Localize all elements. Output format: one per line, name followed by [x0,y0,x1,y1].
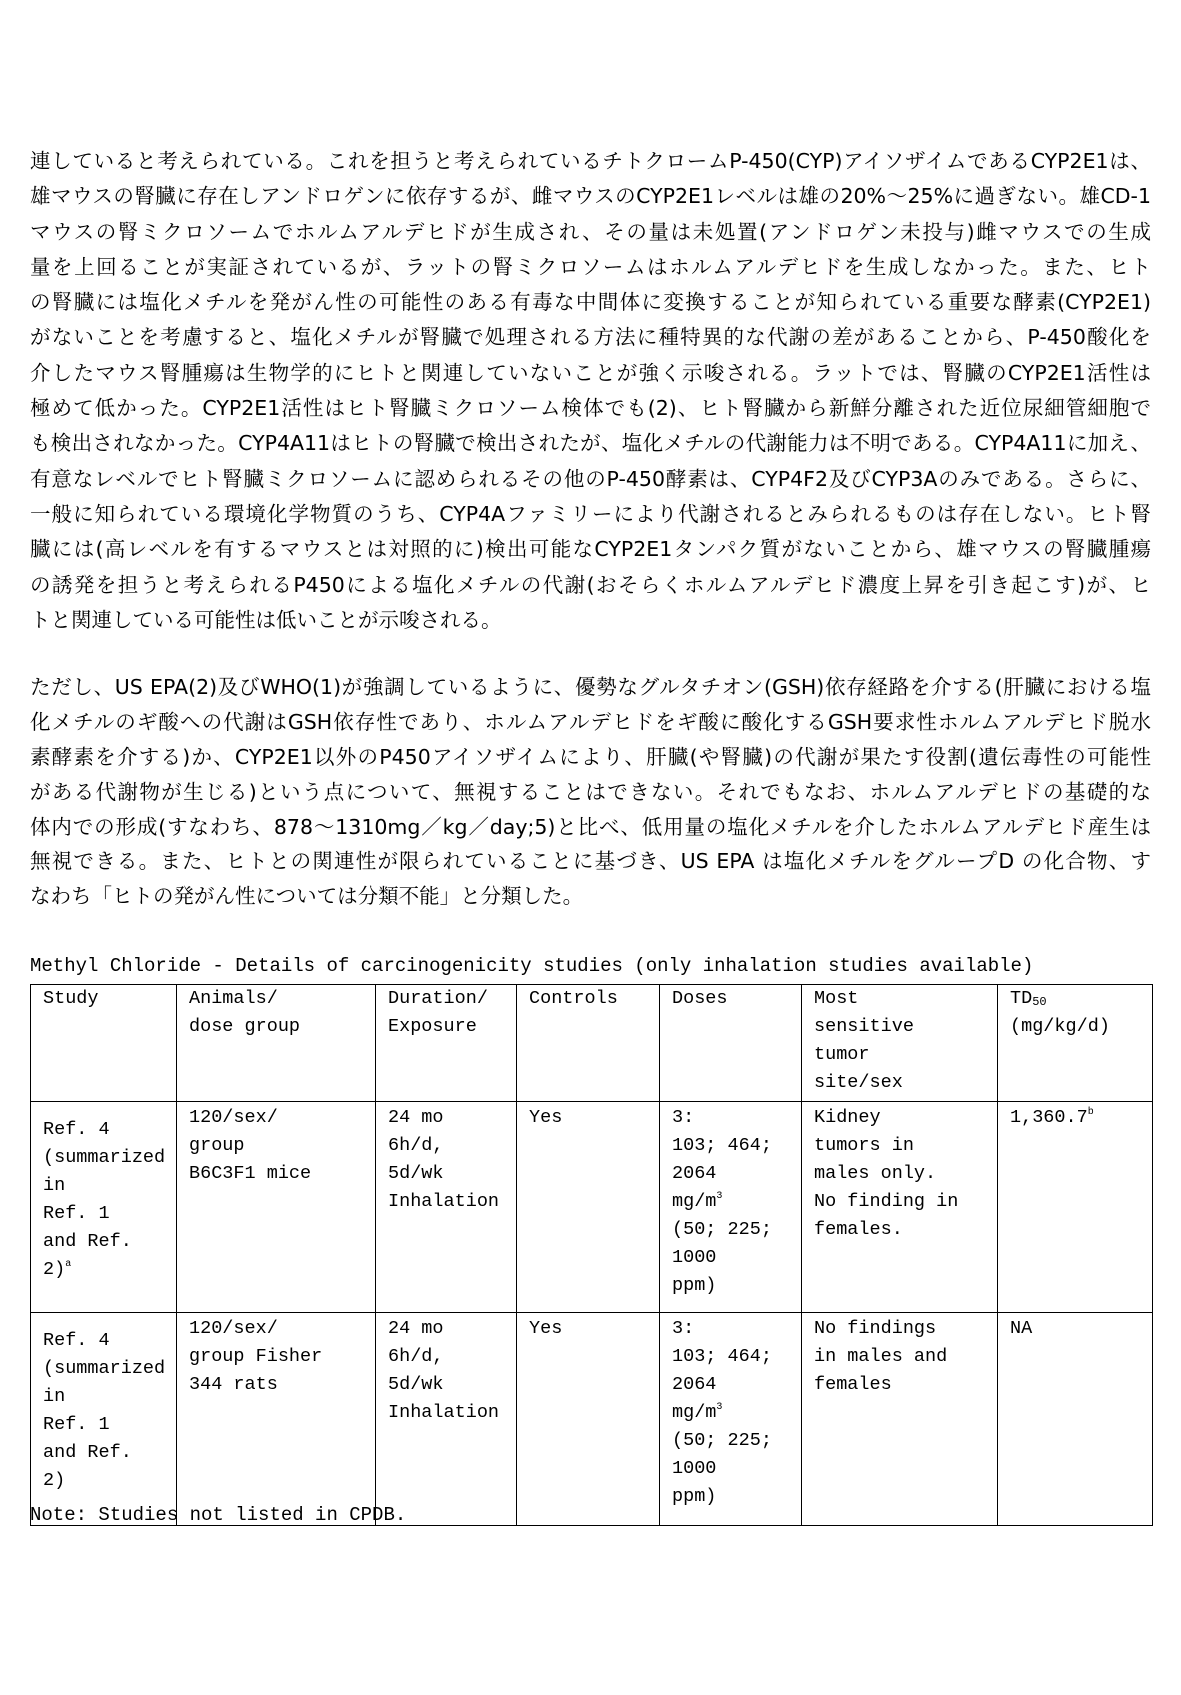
table-cell: 1,360.7$^b$ [998,1102,1153,1313]
table-cell: NA [998,1313,1153,1526]
column-header: Animals/ dose group [177,985,376,1102]
table-cell: 24 mo 6h/d, 5d/wk Inhalation [376,1102,517,1313]
table-cell: No findings in males and females [802,1313,998,1526]
superscript: b [1087,1107,1094,1118]
text-line: 有意なレベルでヒト腎臓ミクロソームに認められるその他のP-450酵素は、CYP4F2及びCYP3Aのみである。さらに、 [30,466,1151,491]
text-line: の腎臓には塩化メチルを発がん性の可能性のある有毒な中間体に変換することが知られている重要な酵素(CYP2E1) [30,290,1151,315]
table-row [31,1102,1153,1313]
table-cell: Ref. 4 (summarized in Ref. 1 and Ref. 2)$^a$ [31,1102,177,1313]
text-line: がある代謝物が生じる)という点について、無視することはできない。それでもなお、ホルムアルデヒドの基礎的な [30,779,1151,804]
paragraph-1 [30,144,1151,638]
table-cell: Yes [517,1102,660,1313]
table-caption: Methyl Chloride - Details of carcinogenicity studies (only inhalation studies available) [30,955,1034,977]
text-line: がないことを考慮すると、塩化メチルが腎臓で処理される方法に種特異的な代謝の差があることから、P-450酸化を [30,325,1151,350]
text-line: 体内での形成(すなわち、878～1310mg／kg／day;5)と比べ、低用量の塩化メチルを介したホルムアルデヒド産生は [30,814,1151,839]
table-cell: 24 mo 6h/d, 5d/wk Inhalation [376,1313,517,1526]
text-line: 極めて低かった。CYP2E1活性はヒト腎臓ミクロソーム検体でも(2)、ヒト腎臓から新鮮分離された近位尿細管細胞で [30,396,1151,421]
text-line: 雄マウスの腎臓に存在しアンドロゲンに依存するが、雌マウスのCYP2E1レベルは雄の20%～25%に過ぎない。雄CD-1 [30,184,1151,209]
column-header: Duration/ Exposure [376,985,517,1102]
column-header: $TD_{50}$ (mg/kg/d) [998,985,1153,1102]
text-line: なわち「ヒトの発がん性については分類不能」と分類した。 [30,884,584,909]
text-line: も検出されなかった。CYP4A11はヒトの腎臓で検出されたが、塩化メチルの代謝能力は不明である。CYP4A11に加え、 [30,431,1151,456]
text-line: マウスの腎ミクロソームでホルムアルデヒドが生成され、その量は未処置(アンドロゲン未投与)雌マウスでの生成 [30,219,1151,244]
table-cell: 3: 103; 464; 2064 $mg/m^3$ (50; 225; 1000 ppm) [660,1313,802,1526]
table-note: Note: Studies not listed in CPDB. [30,1504,407,1526]
table-cell: 3: 103; 464; 2064 $mg/m^3$ (50; 225; 1000 ppm) [660,1102,802,1313]
text-line: 無視できる。また、ヒトとの関連性が限られていることに基づき、US EPA は塩化メチルをグループD の化合物、す [30,849,1151,874]
text-line: 連していると考えられている。これを担うと考えられているチトクロームP-450(CYP)アイソザイムであるCYP2E1は、 [30,149,1151,173]
text-line: 素酵素を介する)か、CYP2E1以外のP450アイソザイムにより、肝臓(や腎臓)の代謝が果たす役割(遺伝毒性の可能性 [30,744,1151,769]
table-cell: 120/sex/ group Fisher 344 rats [177,1313,376,1526]
subscript: 50 [1032,995,1047,1009]
text-line: 介したマウス腎腫瘍は生物学的にヒトと関連していないことが強く示唆される。ラットでは、腎臓のCYP2E1活性は [30,360,1151,385]
table-cell: 120/sex/ group B6C3F1 mice [177,1102,376,1313]
table-cell: Ref. 4 (summarized in Ref. 1 and Ref. 2) [31,1313,177,1526]
text-line: トと関連している可能性は低いことが示唆される。 [30,607,502,632]
text-line: の誘発を担うと考えられるP450による塩化メチルの代謝(おそらくホルムアルデヒド濃度上昇を引き起こす)が、ヒ [30,572,1151,597]
text-line: ただし、US EPA(2)及びWHO(1)が強調しているように、優勢なグルタチオン(GSH)依存経路を介する(肝臓における塩 [30,675,1151,699]
paragraph-2 [30,670,1151,914]
table-row [31,1313,1153,1526]
carcinogenicity-studies-table [30,984,1153,1526]
superscript: 3 [716,1191,723,1202]
superscript: 3 [716,1402,723,1413]
text-line: 量を上回ることが実証されているが、ラットの腎ミクロソームはホルムアルデヒドを生成しなかった。また、ヒト [30,254,1151,279]
column-header: Study [31,985,177,1102]
column-header: Most sensitive tumor site/sex [802,985,998,1102]
superscript: a [65,1259,72,1270]
column-header: Doses [660,985,802,1102]
table-cell: Kidney tumors in males only. No finding in females. [802,1102,998,1313]
table-header-row [31,985,1153,1102]
text-line: 臓には(高レベルを有するマウスとは対照的に)検出可能なCYP2E1タンパク質がないことから、雄マウスの腎臓腫瘍 [30,537,1151,562]
text-line: 化メチルのギ酸への代謝はGSH依存性であり、ホルムアルデヒドをギ酸に酸化するGSH要求性ホルムアルデヒド脱水 [30,709,1151,734]
table-cell: Yes [517,1313,660,1526]
text-line: 一般に知られている環境化学物質のうち、CYP4Aファミリーにより代謝されるとみられるものは存在しない。ヒト腎 [30,501,1151,526]
column-header: Controls [517,985,660,1102]
